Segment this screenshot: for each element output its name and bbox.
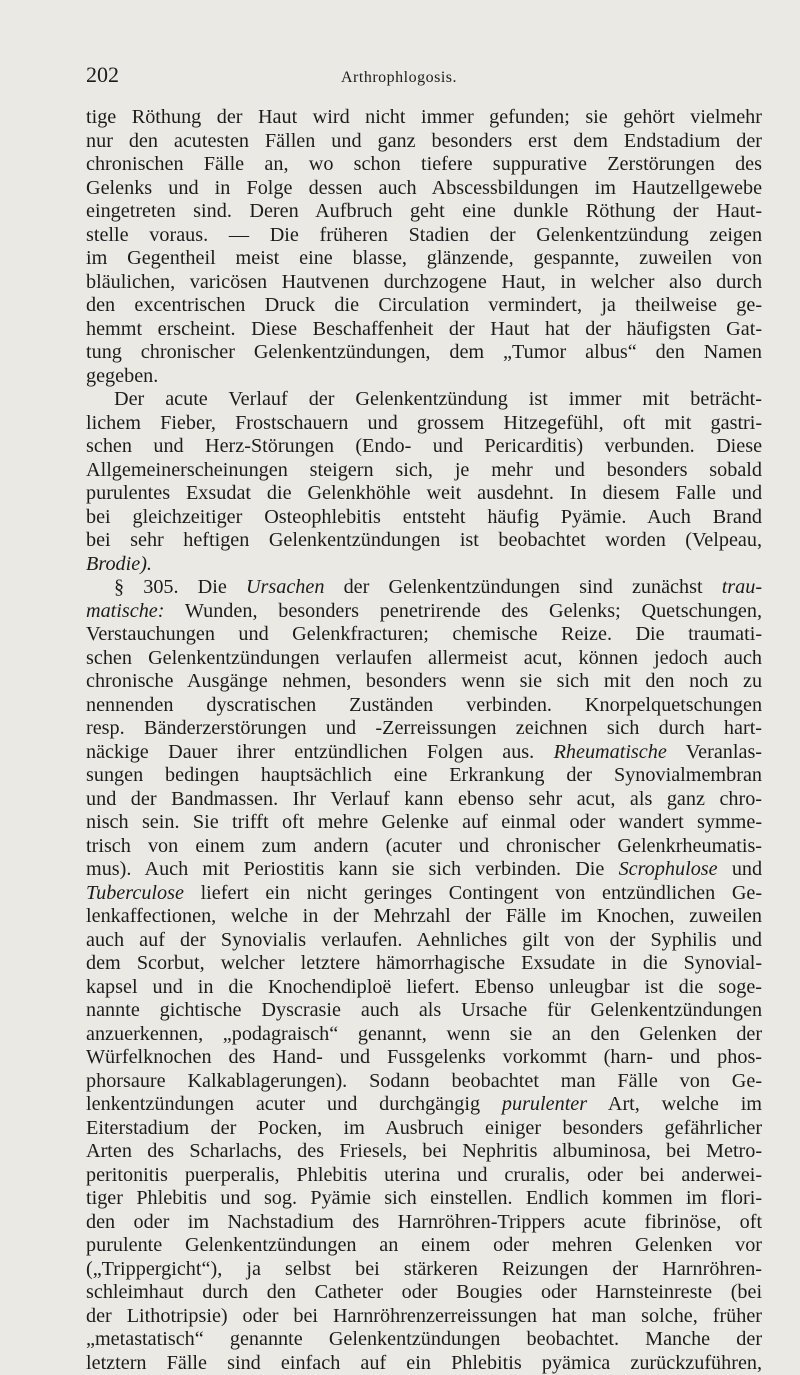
text-line: den oder im Nachstadium des Harnröhren-Trippers acute fibrinöse, oft	[86, 1211, 762, 1235]
text-line: peritonitis puerperalis, Phlebitis uterina und cruralis, oder bei anderwei-	[86, 1164, 762, 1188]
page-number: 202	[86, 62, 341, 88]
text-line: „metastatisch“ genannte Gelenkentzündungen beobachtet. Manche der	[86, 1328, 762, 1352]
text-line: dem Scorbut, welcher letztere hämorrhagische Exsudate in die Synovial-	[86, 952, 762, 976]
text-line: der Lithotripsie) oder bei Harnröhrenzerreissungen hat man solche, früher	[86, 1305, 762, 1329]
text-line: kapsel und in die Knochendiploë liefert. Ebenso unleugbar ist die soge-	[86, 976, 762, 1000]
text-line: lenkaffectionen, welche in der Mehrzahl der Fälle im Knochen, zuweilen	[86, 905, 762, 929]
page-header	[86, 62, 762, 92]
text-line: schen Gelenkentzündungen verlaufen allermeist acut, können jedoch auch	[86, 647, 762, 671]
text-line: resp. Bänderzerstörungen und -Zerreissungen zeichnen sich durch hart-	[86, 717, 762, 741]
text-line: letztern Fälle sind einfach auf ein Phlebitis pyämica zurückzuführen,	[86, 1352, 762, 1375]
text-line: bei sehr heftigen Gelenkentzündungen ist beobachtet worden (Velpeau,	[86, 529, 762, 553]
text-line: hemmt erscheint. Diese Beschaffenheit der Haut hat der häufigsten Gat-	[86, 318, 762, 342]
text-line: schleimhaut durch den Catheter oder Bougies oder Harnsteinreste (bei	[86, 1281, 762, 1305]
text-line: Würfelknochen des Hand- und Fussgelenks vorkommt (harn- und phos-	[86, 1046, 762, 1070]
text-line: lichem Fieber, Frostschauern und grossem Hitzegefühl, oft mit gastri-	[86, 412, 762, 436]
text-line: Allgemeinerscheinungen steigern sich, je mehr und besonders sobald	[86, 459, 762, 483]
text-line: bei gleichzeitiger Osteophlebitis entsteht häufig Pyämie. Auch Brand	[86, 506, 762, 530]
text-line: den excentrischen Druck die Circulation vermindert, ja theilweise ge-	[86, 294, 762, 318]
text-line: mus). Auch mit Periostitis kann sie sich verbinden. Die Scrophulose und	[86, 858, 762, 882]
text-line: bläulichen, varicösen Hautvenen durchzogene Haut, in welcher also durch	[86, 271, 762, 295]
text-line: lenkentzündungen acuter und durchgängig purulenter Art, welche im	[86, 1093, 762, 1117]
text-line: § 305. Die Ursachen der Gelenkentzündungen sind zunächst trau-	[86, 576, 762, 600]
text-line: Brodie).	[86, 553, 762, 577]
text-line: trisch von einem zum andern (acuter und chronischer Gelenkrheumatis-	[86, 835, 762, 859]
text-line: näckige Dauer ihrer entzündlichen Folgen aus. Rheumatische Veranlas-	[86, 741, 762, 765]
running-title: Arthrophlogosis.	[341, 69, 457, 87]
text-line: phorsaure Kalkablagerungen). Sodann beobachtet man Fälle von Ge-	[86, 1070, 762, 1094]
text-line: nisch sein. Sie trifft oft mehre Gelenke auf einmal oder wandert symme-	[86, 811, 762, 835]
text-line: nannte gichtische Dyscrasie auch als Ursache für Gelenkentzündungen	[86, 999, 762, 1023]
text-line: tung chronischer Gelenkentzündungen, dem „Tumor albus“ den Namen	[86, 341, 762, 365]
text-line: gegeben.	[86, 365, 762, 389]
text-line: sungen bedingen hauptsächlich eine Erkrankung der Synovialmembran	[86, 764, 762, 788]
text-line: Verstauchungen und Gelenkfracturen; chemische Reize. Die traumati-	[86, 623, 762, 647]
text-line: Tuberculose liefert ein nicht geringes Contingent von entzündlichen Ge-	[86, 882, 762, 906]
text-line: Eiterstadium der Pocken, im Ausbruch einiger besonders gefährlicher	[86, 1117, 762, 1141]
text-line: purulente Gelenkentzündungen an einem oder mehren Gelenken vor	[86, 1234, 762, 1258]
text-line: anzuerkennen, „podagraisch“ genannt, wenn sie an den Gelenken der	[86, 1023, 762, 1047]
text-line: Der acute Verlauf der Gelenkentzündung ist immer mit beträcht-	[86, 388, 762, 412]
text-line: tige Röthung der Haut wird nicht immer gefunden; sie gehört vielmehr	[86, 106, 762, 130]
text-line: stelle voraus. — Die früheren Stadien der Gelenkentzündung zeigen	[86, 224, 762, 248]
text-line: tiger Phlebitis und sog. Pyämie sich einstellen. Endlich kommen im flori-	[86, 1187, 762, 1211]
text-line: und der Bandmassen. Ihr Verlauf kann ebenso sehr acut, als ganz chro-	[86, 788, 762, 812]
text-line: chronischen Fälle an, wo schon tiefere suppurative Zerstörungen des	[86, 153, 762, 177]
text-line: Arten des Scharlachs, des Friesels, bei Nephritis albuminosa, bei Metro-	[86, 1140, 762, 1164]
body-text	[86, 106, 762, 1375]
text-line: im Gegentheil meist eine blasse, glänzende, gespannte, zuweilen von	[86, 247, 762, 271]
text-line: purulentes Exsudat die Gelenkhöhle weit ausdehnt. In diesem Falle und	[86, 482, 762, 506]
text-line: auch auf der Synovialis verlaufen. Aehnliches gilt von der Syphilis und	[86, 929, 762, 953]
text-line: matische: Wunden, besonders penetrirende des Gelenks; Quetschungen,	[86, 600, 762, 624]
text-line: nennenden dyscratischen Zuständen verbinden. Knorpelquetschungen	[86, 694, 762, 718]
text-line: Gelenks und in Folge dessen auch Abscessbildungen im Hautzellgewebe	[86, 177, 762, 201]
text-line: chronische Ausgänge nehmen, besonders wenn sie sich mit den noch zu	[86, 670, 762, 694]
text-line: nur den acutesten Fällen und ganz besonders erst dem Endstadium der	[86, 130, 762, 154]
text-line: eingetreten sind. Deren Aufbruch geht eine dunkle Röthung der Haut-	[86, 200, 762, 224]
text-line: schen und Herz-Störungen (Endo- und Pericarditis) verbunden. Diese	[86, 435, 762, 459]
text-line: („Trippergicht“), ja selbst bei stärkeren Reizungen der Harnröhren-	[86, 1258, 762, 1282]
